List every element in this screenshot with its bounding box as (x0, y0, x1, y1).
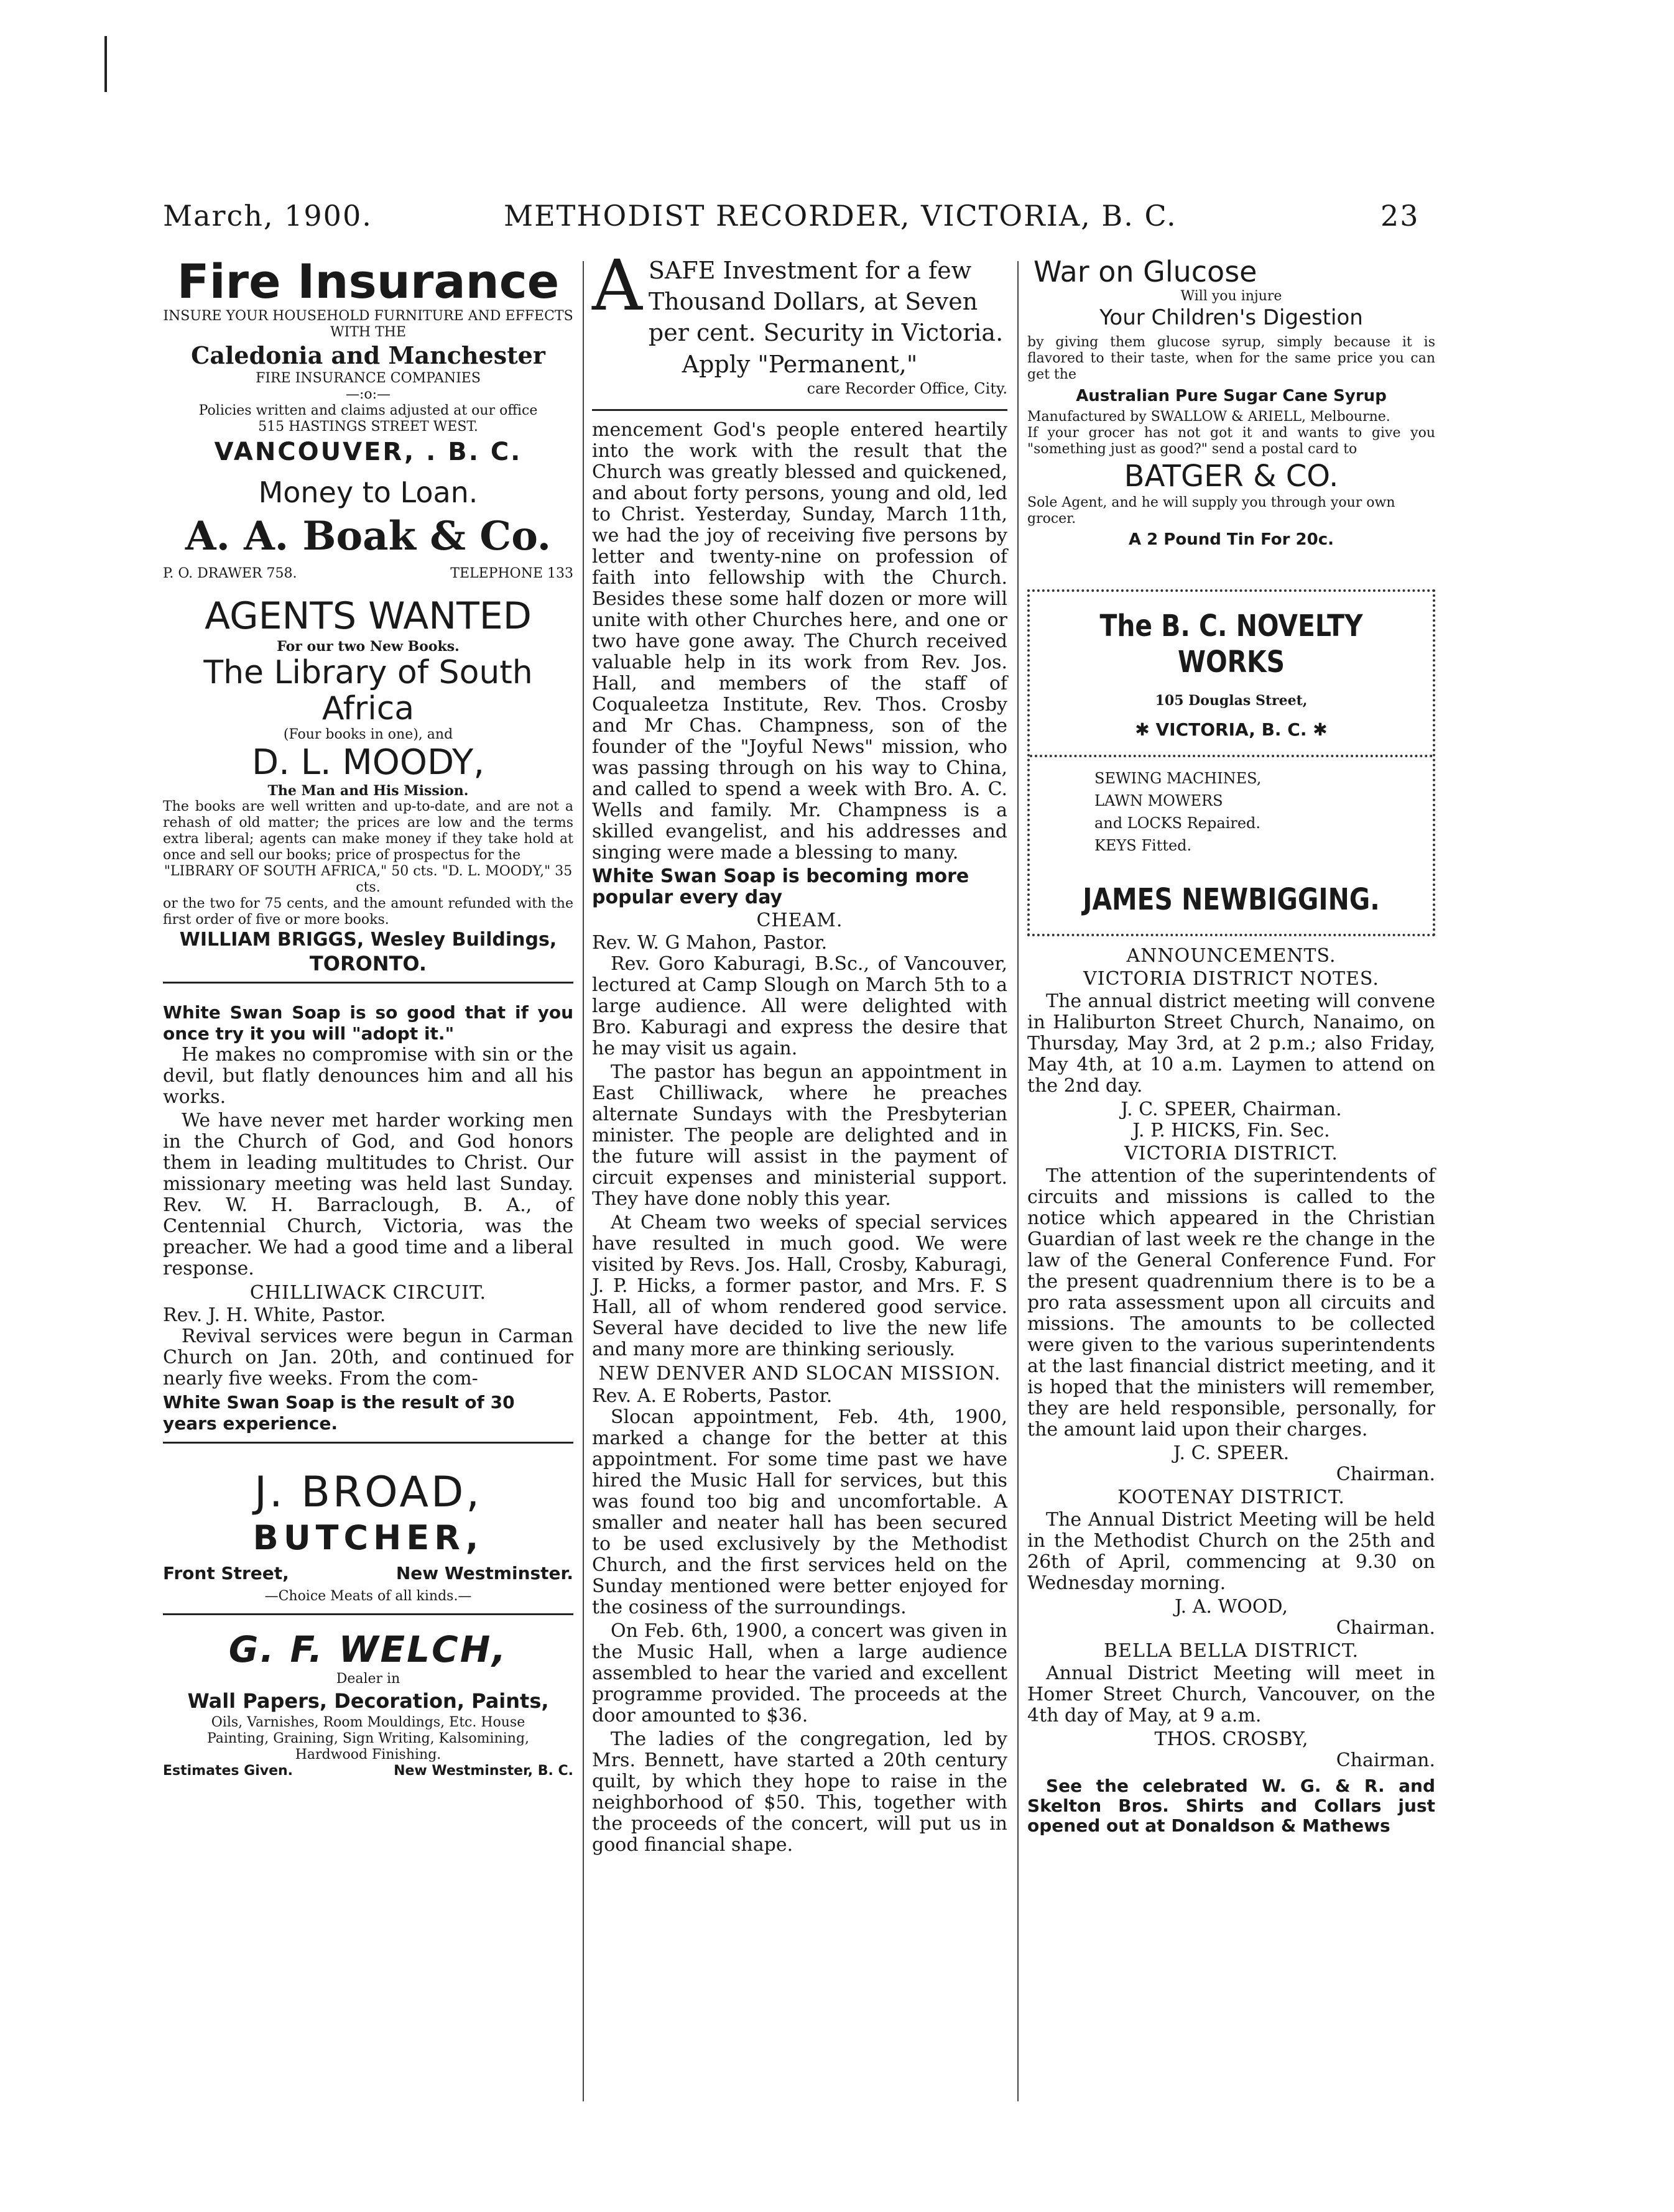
glucose-grocer: If your grocer has not got it and wants to give you "something just as good?" send a postal card to (1027, 425, 1435, 457)
pastor-line: Rev. J. H. White, Pastor. (163, 1304, 386, 1326)
drop-cap: A (592, 246, 642, 326)
header-date: March, 1900. (163, 199, 372, 233)
welch-list: Oils, Varnishes, Room Mouldings, Etc. House Painting, Graining, Sign Writing, Kalsomining, Hardwood Finishing. (206, 1715, 530, 1763)
money-title: Money to Loan. (258, 476, 478, 509)
broad-name: J. BROAD, (254, 1468, 482, 1517)
soap-ad-2: White Swan Soap is the result of 30 years experience. (163, 1392, 515, 1434)
announcement-paragraph: The annual district meeting will convene in Haliburton Street Church, Nanaimo, on Thursday, May 3rd, at 2 p.m.; also Friday, May 4th, at 10 a.m. Laymen to attend on the 2nd day. (1027, 990, 1435, 1097)
agents-book1: The Library of South Africa (203, 654, 533, 727)
glucose-digestion: Your Children's Digestion (1099, 305, 1363, 330)
article-paragraph: Slocan appointment, Feb. 4th, 1900, marked a change for the better at this appointment. For some time past we have hired the Music Hall for services, but this was found too big and uncomfortable. A smaller and neater hall has been secured to be used exclusively by the Methodist Church, and the first services held on the Sunday mentioned were better enjoyed for the cosiness of the surroundings. (592, 1406, 1007, 1618)
broad-street: Front Street, (163, 1563, 289, 1583)
glucose-text: by giving them glucose syrup, simply because it is flavored to their taste, when for the same price you can get the (1027, 334, 1435, 382)
column-left (163, 255, 573, 1779)
signature: J. A. WOOD, (1174, 1596, 1288, 1618)
novelty-title: The B. C. NOVELTY WORKS (1099, 609, 1363, 680)
column-divider (1017, 261, 1019, 2101)
welch-name: G. F. WELCH, (228, 1628, 508, 1671)
article-paragraph: He makes no compromise with sin or the devil, but flatly denounces him and all his works. (163, 1044, 573, 1108)
article-paragraph: mencement God's people entered heartily into the work with the result that the Church was greatly blessed and quickened, and about forty persons, young and old, led to Christ. Yesterday, Sunday, March 11th, we had the joy of receiving five persons by letter and twenty-nine on profession of faith into fellowship with the Church. Besides these some half dozen or more will unite with other Churches here, and one or two have gone away. The Church received valuable help in its work from Rev. Jos. Hall, and members of the staff of Coqualeetza Institute, Rev. Thos. Crosby and Mr Chas. Champness, son of the founder of the "Joyful News" mission, who was passing through on his way to China, and called to spend a week with Bro. A. C. Wells and family. Mr. Champness is a skilled evangelist, and his addresses and singing were made a blessing to many. (592, 419, 1007, 864)
broad-meats: —Choice Meats of all kinds.— (264, 1588, 472, 1604)
agents-title: AGENTS WANTED (205, 594, 532, 638)
announcement-paragraph: The attention of the superintendents of circuits and missions is called to the notice which appeared in the Christian Guardian of last week re the change in the law of the General Conference Fund. For the present quadrennium there is to be a pro rata assessment upon all circuits and missions. The amounts to be collected were given to the various superintendents at the last financial district meeting, and it is hoped that the ministers will remember, they are held responsible, personally, for the amount laid upon their charges. (1027, 1165, 1435, 1440)
divider (592, 409, 1007, 411)
signature: J. C. SPEER. (1173, 1442, 1290, 1464)
divider (163, 1442, 573, 1444)
article-paragraph: On Feb. 6th, 1900, a concert was given in the Music Hall, when a large audience assembled to hear the varied and excellent programme provided. The proceeds at the door amounted to $36. (592, 1620, 1007, 1726)
article-paragraph: At Cheam two weeks of special services have resulted in much good. We were visited by Revs. Jos. Hall, Crosby, Kaburagi, J. P. Hicks, a former pastor, and Mrs. F. S Hall, all of whom rendered good service. Several have decided to live the new life and many more are thinking seriously. (592, 1212, 1007, 1360)
investment-care: care Recorder Office, City. (807, 380, 1007, 397)
signature: J. C. SPEER, Chairman. (1121, 1099, 1342, 1120)
fire-insurance-title: Fire Insurance (177, 254, 560, 309)
novelty-city: ✱ VICTORIA, B. C. ✱ (1135, 719, 1328, 740)
divider (163, 982, 573, 984)
broad-trade: BUTCHER, (252, 1518, 484, 1557)
section-heading: BELLA BELLA DISTRICT. (1104, 1640, 1359, 1662)
agents-publisher: WILLIAM BRIGGS, Wesley Buildings, (179, 929, 557, 951)
fire-with-the: WITH THE (330, 325, 407, 340)
divider (1030, 755, 1433, 757)
welch-goods: Wall Papers, Decoration, Paints, (187, 1689, 549, 1713)
novelty-line: SEWING MACHINES, (1094, 770, 1262, 787)
pastor-line: Rev. A. E Roberts, Pastor. (592, 1385, 833, 1407)
money-phone: TELEPHONE 133 (450, 566, 573, 581)
signature-title: Chairman. (1336, 1463, 1435, 1485)
soap-ad-1: White Swan Soap is so good that if you once try it you will "adopt it." (163, 1002, 573, 1044)
money-firm: A. A. Boak & Co. (185, 513, 552, 560)
agents-toronto: TORONTO. (309, 952, 427, 975)
novelty-works-ad (1027, 589, 1435, 936)
fire-company: Caledonia and Manchester (191, 341, 545, 369)
divider (163, 1613, 573, 1615)
announcements-heading: ANNOUNCEMENTS. (1126, 945, 1336, 967)
fire-separator: —:o:— (345, 387, 391, 402)
section-heading: CHEAM. (756, 910, 843, 931)
section-heading: VICTORIA DISTRICT. (1124, 1143, 1338, 1164)
investment-apply: Apply "Permanent," (682, 351, 918, 378)
glucose-tin: A 2 Pound Tin For 20c. (1128, 530, 1334, 549)
section-heading: VICTORIA DISTRICT NOTES. (1083, 968, 1379, 990)
column-divider (583, 261, 584, 2101)
article-paragraph: We have never met harder working men in the Church of God, and God honors them in leading multitudes to Christ. Our missionary meeting was held last Sunday. Rev. W. H. Barraclough, B. A., of Centennial Church, Victoria, was the preacher. We had a good time and a liberal response. (163, 1110, 573, 1279)
broad-city: New Westminster. (395, 1563, 573, 1583)
glucose-product: Australian Pure Sugar Cane Syrup (1076, 387, 1387, 405)
shirts-ad: See the celebrated W. G. & R. and Skelton Bros. Shirts and Collars just opened out at Donaldson & Mathews (1027, 1776, 1435, 1836)
fire-insure-line: INSURE YOUR HOUSEHOLD FURNITURE AND EFFECTS (163, 308, 573, 324)
fire-policies: Policies written and claims adjusted at our office (198, 403, 538, 418)
soap-ad-3: White Swan Soap is becoming more popular every day (592, 865, 969, 908)
article-paragraph: Revival services were begun in Carman Church on Jan. 20th, and continued for nearly five weeks. From the com- (163, 1325, 573, 1389)
agents-book2: D. L. MOODY, (251, 742, 485, 783)
article-paragraph: The pastor has begun an appointment in East Chilliwack, where he preaches alternate Sundays with the Presbyterian minister. The people are delighted and in the future will assist in the payment of circuit expenses and ministerial support. They have done nobly this year. (592, 1061, 1007, 1210)
fire-address: 515 HASTINGS STREET WEST. (258, 419, 478, 435)
novelty-services (1045, 767, 1418, 857)
section-heading: CHILLIWACK CIRCUIT. (249, 1282, 487, 1304)
agents-prices: "LIBRARY OF SOUTH AFRICA," 50 cts. "D. L. MOODY," 35 cts. (164, 864, 573, 895)
novelty-street: 105 Douglas Street, (1155, 693, 1308, 709)
glucose-maker: Manufactured by SWALLOW & ARIELL, Melbourne. (1027, 409, 1390, 425)
investment-ad (592, 246, 1007, 348)
column-middle (592, 246, 1007, 1858)
glucose-will: Will you injure (1180, 288, 1282, 304)
signature-title: Chairman. (1336, 1749, 1435, 1771)
money-contact (163, 566, 573, 581)
announcement-paragraph: The Annual District Meeting will be held in the Methodist Church on the 25th and 26th of April, commencing at 9.30 on Wednesday morning. (1027, 1509, 1435, 1594)
novelty-city-text: VICTORIA, B. C. (1155, 719, 1307, 740)
agents-text: The books are well written and up-to-date, and are not a rehash of old matter; the prices are low and the terms extra liberal; agents can make money if they take hold at once and sell our books; price of prospectus for the (163, 799, 573, 863)
signature: J. P. HICKS, Fin. Sec. (1132, 1120, 1330, 1141)
welch-footer (163, 1763, 573, 1779)
column-right (1027, 255, 1435, 1838)
announcement-paragraph: Annual District Meeting will meet in Homer Street Church, Vancouver, on the 4th day of May, at 9 a.m. (1027, 1662, 1435, 1726)
header-page-number: 23 (1380, 199, 1420, 233)
novelty-line: LAWN MOWERS (1094, 792, 1223, 809)
glucose-company: BATGER & CO. (1124, 459, 1339, 494)
signature-title: Chairman. (1336, 1617, 1435, 1639)
glucose-title: War on Glucose (1034, 255, 1257, 288)
welch-dealer: Dealer in (336, 1671, 400, 1687)
agents-four: (Four books in one), and (283, 727, 453, 742)
pastor-line: Rev. W. G Mahon, Pastor. (592, 932, 828, 954)
investment-text: SAFE Investment for a few Thousand Dollars, at Seven per cent. Security in Victoria. (648, 257, 1004, 346)
fire-companies: FIRE INSURANCE COMPANIES (256, 371, 481, 386)
article-paragraph: The ladies of the congregation, led by Mrs. Bennett, have started a 20th century quilt, by which they hope to raise in the neighborhood of $50. This, together with the proceeds of the concert, will put us in good financial shape. (592, 1728, 1007, 1856)
header-title: METHODIST RECORDER, VICTORIA, B. C. (504, 199, 1177, 233)
section-heading: KOOTENAY DISTRICT. (1117, 1486, 1345, 1508)
welch-city: New Westminster, B. C. (394, 1763, 573, 1779)
welch-estimates: Estimates Given. (163, 1763, 294, 1779)
novelty-owner: JAMES NEWBIGGING. (1083, 882, 1380, 917)
fire-city: VANCOUVER, . B. C. (214, 438, 522, 466)
novelty-line: and LOCKS Repaired. (1094, 814, 1261, 832)
agents-sub: For our two New Books. (277, 638, 460, 655)
article-paragraph: Rev. Goro Kaburagi, B.Sc., of Vancouver, lectured at Camp Slough on March 5th to a large audience. All were delighted with Bro. Kaburagi and express the desire that he may visit us again. (592, 953, 1007, 1059)
money-drawer: P. O. DRAWER 758. (163, 566, 297, 581)
margin-mark (104, 36, 107, 92)
section-heading: NEW DENVER AND SLOCAN MISSION. (598, 1363, 1001, 1385)
broad-location (163, 1563, 573, 1583)
novelty-line: KEYS Fitted. (1094, 837, 1192, 854)
agents-man: The Man and His Mission. (267, 783, 469, 799)
glucose-agent: Sole Agent, and he will supply you through your own grocer. (1027, 495, 1395, 527)
signature: THOS. CROSBY, (1154, 1728, 1308, 1750)
agents-text2: or the two for 75 cents, and the amount refunded with the first order of five or more books. (163, 896, 573, 928)
